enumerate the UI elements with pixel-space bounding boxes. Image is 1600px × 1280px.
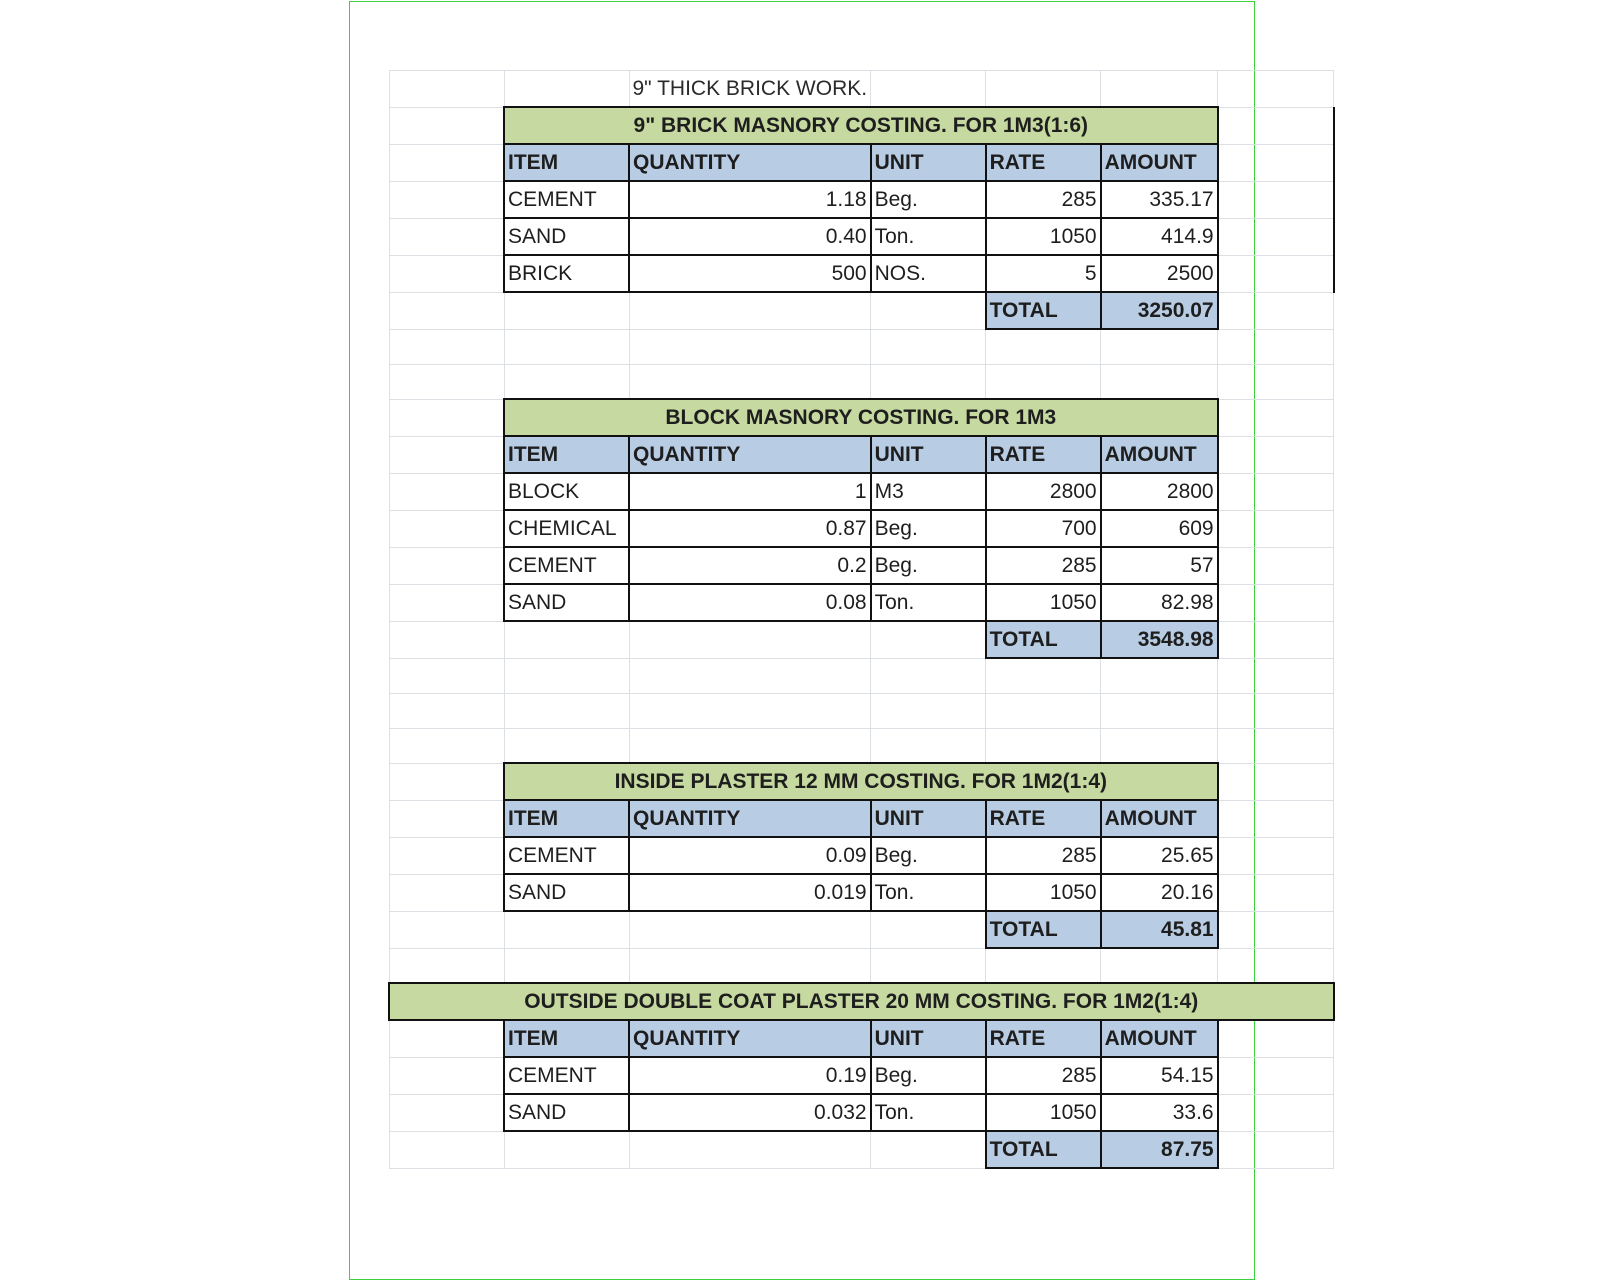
empty-cell[interactable] [504, 329, 629, 364]
empty-cell[interactable] [504, 911, 629, 948]
table-row [389, 874, 1334, 911]
header-rate[interactable]: RATE [986, 800, 1101, 837]
empty-row [389, 329, 1334, 364]
empty-cell[interactable] [871, 329, 986, 364]
empty-cell[interactable] [986, 693, 1101, 728]
header-rate[interactable]: RATE [986, 1020, 1101, 1057]
rate-cell[interactable]: 1050 [986, 584, 1101, 621]
empty-cell[interactable] [1218, 837, 1334, 874]
empty-cell[interactable] [629, 1131, 871, 1168]
table-row [389, 473, 1334, 510]
table-row [389, 1094, 1334, 1131]
empty-cell[interactable] [1218, 144, 1334, 181]
empty-cell[interactable] [986, 71, 1101, 108]
empty-cell[interactable] [389, 144, 504, 181]
empty-cell[interactable] [504, 621, 629, 658]
empty-cell[interactable] [629, 364, 871, 399]
unit-cell[interactable]: M3 [871, 473, 986, 510]
rate-cell[interactable]: 1050 [986, 218, 1101, 255]
empty-cell[interactable] [504, 71, 629, 108]
item-cell[interactable]: SAND [504, 874, 629, 911]
empty-cell[interactable] [389, 473, 504, 510]
unit-cell[interactable]: Ton. [871, 1094, 986, 1131]
total-label[interactable]: TOTAL [986, 621, 1101, 658]
empty-cell[interactable] [1218, 1131, 1334, 1168]
empty-cell[interactable] [1218, 1057, 1334, 1094]
empty-cell[interactable] [871, 948, 986, 983]
empty-cell[interactable] [1218, 473, 1334, 510]
empty-cell[interactable] [1218, 911, 1334, 948]
empty-cell[interactable] [1218, 107, 1334, 144]
header-unit[interactable]: UNIT [871, 800, 986, 837]
amount-cell[interactable]: 20.16 [1101, 874, 1218, 911]
empty-cell[interactable] [1218, 1020, 1334, 1057]
quantity-cell[interactable]: 0.2 [629, 547, 871, 584]
item-cell[interactable]: CEMENT [504, 181, 629, 218]
empty-cell[interactable] [629, 292, 871, 329]
empty-cell[interactable] [504, 292, 629, 329]
header-quantity[interactable]: QUANTITY [629, 1020, 871, 1057]
empty-cell[interactable] [629, 658, 871, 693]
empty-cell[interactable] [1218, 763, 1334, 800]
section-title-row [389, 983, 1334, 1020]
empty-cell[interactable] [871, 621, 986, 658]
section-title-row [389, 763, 1334, 800]
quantity-cell[interactable]: 0.19 [629, 1057, 871, 1094]
total-value[interactable]: 45.81 [1101, 911, 1218, 948]
empty-cell[interactable] [389, 436, 504, 473]
empty-cell[interactable] [629, 948, 871, 983]
empty-cell[interactable] [1218, 71, 1334, 108]
header-item[interactable]: ITEM [504, 144, 629, 181]
empty-cell[interactable] [871, 364, 986, 399]
unit-cell[interactable]: Beg. [871, 1057, 986, 1094]
quantity-cell[interactable]: 1.18 [629, 181, 871, 218]
item-cell[interactable]: SAND [504, 584, 629, 621]
rate-cell[interactable]: 285 [986, 1057, 1101, 1094]
total-label[interactable]: TOTAL [986, 1131, 1101, 1168]
empty-cell[interactable] [389, 693, 504, 728]
empty-cell[interactable] [504, 693, 629, 728]
item-cell[interactable]: CEMENT [504, 547, 629, 584]
empty-cell[interactable] [389, 763, 504, 800]
header-unit[interactable]: UNIT [871, 1020, 986, 1057]
quantity-cell[interactable]: 0.019 [629, 874, 871, 911]
rate-cell[interactable]: 700 [986, 510, 1101, 547]
empty-cell[interactable] [629, 911, 871, 948]
empty-cell[interactable] [389, 364, 504, 399]
empty-cell[interactable] [389, 584, 504, 621]
unit-cell[interactable]: Beg. [871, 547, 986, 584]
amount-cell[interactable]: 609 [1101, 510, 1218, 547]
empty-cell[interactable] [629, 329, 871, 364]
amount-cell[interactable]: 33.6 [1101, 1094, 1218, 1131]
empty-cell[interactable] [389, 71, 504, 108]
empty-cell[interactable] [1218, 584, 1334, 621]
header-quantity[interactable]: QUANTITY [629, 144, 871, 181]
header-row [389, 800, 1334, 837]
empty-cell[interactable] [1218, 547, 1334, 584]
empty-cell[interactable] [389, 218, 504, 255]
empty-cell[interactable] [986, 329, 1101, 364]
empty-cell[interactable] [389, 948, 504, 983]
header-amount[interactable]: AMOUNT [1101, 436, 1218, 473]
empty-cell[interactable] [986, 658, 1101, 693]
quantity-cell[interactable]: 0.40 [629, 218, 871, 255]
section-title[interactable]: 9" BRICK MASNORY COSTING. FOR 1M3(1:6) [504, 107, 1218, 144]
empty-cell[interactable] [1218, 800, 1334, 837]
empty-cell[interactable] [389, 800, 504, 837]
empty-row [389, 364, 1334, 399]
unit-cell[interactable]: Ton. [871, 874, 986, 911]
header-quantity[interactable]: QUANTITY [629, 800, 871, 837]
empty-cell[interactable] [1218, 948, 1334, 983]
item-cell[interactable]: SAND [504, 1094, 629, 1131]
unit-cell[interactable]: Ton. [871, 584, 986, 621]
header-quantity[interactable]: QUANTITY [629, 436, 871, 473]
empty-cell[interactable] [1218, 329, 1334, 364]
empty-cell[interactable] [1101, 658, 1218, 693]
quantity-cell[interactable]: 0.87 [629, 510, 871, 547]
header-item[interactable]: ITEM [504, 436, 629, 473]
empty-cell[interactable] [871, 658, 986, 693]
unit-cell[interactable]: Beg. [871, 510, 986, 547]
item-cell[interactable]: BRICK [504, 255, 629, 292]
rate-cell[interactable]: 285 [986, 547, 1101, 584]
empty-cell[interactable] [871, 1131, 986, 1168]
empty-cell[interactable] [1218, 510, 1334, 547]
empty-cell[interactable] [389, 107, 504, 144]
empty-cell[interactable] [389, 837, 504, 874]
header-unit[interactable]: UNIT [871, 436, 986, 473]
quantity-cell[interactable]: 500 [629, 255, 871, 292]
table-row [389, 837, 1334, 874]
item-cell[interactable]: SAND [504, 218, 629, 255]
section-title-row [389, 107, 1334, 144]
total-row [389, 292, 1334, 329]
empty-cell[interactable] [986, 948, 1101, 983]
empty-cell[interactable] [1101, 693, 1218, 728]
rate-cell[interactable]: 2800 [986, 473, 1101, 510]
empty-cell[interactable] [1218, 728, 1334, 763]
empty-cell[interactable] [389, 621, 504, 658]
empty-cell[interactable] [389, 547, 504, 584]
total-value[interactable]: 3250.07 [1101, 292, 1218, 329]
empty-cell[interactable] [1101, 728, 1218, 763]
total-row [389, 621, 1334, 658]
header-amount[interactable]: AMOUNT [1101, 800, 1218, 837]
empty-cell[interactable] [389, 292, 504, 329]
empty-cell[interactable] [871, 693, 986, 728]
table-row [389, 584, 1334, 621]
amount-cell[interactable]: 2800 [1101, 473, 1218, 510]
header-item[interactable]: ITEM [504, 800, 629, 837]
header-amount[interactable]: AMOUNT [1101, 144, 1218, 181]
amount-cell[interactable]: 54.15 [1101, 1057, 1218, 1094]
empty-cell[interactable] [1101, 71, 1218, 108]
empty-cell[interactable] [1218, 364, 1334, 399]
empty-cell[interactable] [389, 1094, 504, 1131]
empty-cell[interactable] [986, 728, 1101, 763]
empty-cell[interactable] [1218, 292, 1334, 329]
empty-cell[interactable] [389, 255, 504, 292]
total-row [389, 1131, 1334, 1168]
rate-cell[interactable]: 1050 [986, 1094, 1101, 1131]
empty-cell[interactable] [1218, 436, 1334, 473]
total-label[interactable]: TOTAL [986, 292, 1101, 329]
empty-cell[interactable] [389, 658, 504, 693]
total-value[interactable]: 87.75 [1101, 1131, 1218, 1168]
amount-cell[interactable]: 2500 [1101, 255, 1218, 292]
header-rate[interactable]: RATE [986, 144, 1101, 181]
total-label[interactable]: TOTAL [986, 911, 1101, 948]
empty-cell[interactable] [504, 1131, 629, 1168]
empty-cell[interactable] [389, 399, 504, 436]
table-row [389, 218, 1334, 255]
unit-cell[interactable]: NOS. [871, 255, 986, 292]
item-cell[interactable]: CEMENT [504, 1057, 629, 1094]
section-title[interactable]: INSIDE PLASTER 12 MM COSTING. FOR 1M2(1:4) [504, 763, 1218, 800]
empty-cell[interactable] [1218, 399, 1334, 436]
empty-cell[interactable] [504, 364, 629, 399]
section-title-row [389, 399, 1334, 436]
empty-cell[interactable] [1101, 364, 1218, 399]
table-row [389, 255, 1334, 292]
caption-row [389, 71, 1334, 108]
rate-cell[interactable]: 1050 [986, 874, 1101, 911]
empty-cell[interactable] [871, 71, 986, 108]
quantity-cell[interactable]: 0.032 [629, 1094, 871, 1131]
empty-cell[interactable] [871, 911, 986, 948]
empty-cell[interactable] [629, 728, 871, 763]
empty-cell[interactable] [629, 693, 871, 728]
section-title[interactable]: OUTSIDE DOUBLE COAT PLASTER 20 MM COSTING. FOR 1M2(1:4) [389, 983, 1334, 1020]
quantity-cell[interactable]: 1 [629, 473, 871, 510]
rate-cell[interactable]: 285 [986, 181, 1101, 218]
table-row [389, 181, 1334, 218]
empty-row [389, 728, 1334, 763]
sheet-caption[interactable]: 9" THICK BRICK WORK. [629, 71, 871, 108]
unit-cell[interactable]: Beg. [871, 837, 986, 874]
unit-cell[interactable]: Ton. [871, 218, 986, 255]
header-amount[interactable]: AMOUNT [1101, 1020, 1218, 1057]
empty-cell[interactable] [1218, 1094, 1334, 1131]
empty-cell[interactable] [1218, 658, 1334, 693]
empty-cell[interactable] [389, 911, 504, 948]
empty-cell[interactable] [504, 948, 629, 983]
amount-cell[interactable]: 414.9 [1101, 218, 1218, 255]
empty-cell[interactable] [504, 658, 629, 693]
section-title[interactable]: BLOCK MASNORY COSTING. FOR 1M3 [504, 399, 1218, 436]
header-row [389, 436, 1334, 473]
empty-cell[interactable] [1101, 329, 1218, 364]
header-rate[interactable]: RATE [986, 436, 1101, 473]
header-row [389, 1020, 1334, 1057]
total-value[interactable]: 3548.98 [1101, 621, 1218, 658]
empty-cell[interactable] [1218, 621, 1334, 658]
empty-cell[interactable] [871, 728, 986, 763]
header-row [389, 144, 1334, 181]
empty-cell[interactable] [986, 364, 1101, 399]
empty-row [389, 948, 1334, 983]
empty-cell[interactable] [1218, 181, 1334, 218]
empty-cell[interactable] [389, 728, 504, 763]
empty-cell[interactable] [1101, 948, 1218, 983]
empty-cell[interactable] [389, 1020, 504, 1057]
empty-cell[interactable] [629, 621, 871, 658]
spreadsheet [388, 70, 1335, 1169]
amount-cell[interactable]: 25.65 [1101, 837, 1218, 874]
table-row [389, 1057, 1334, 1094]
quantity-cell[interactable]: 0.08 [629, 584, 871, 621]
header-unit[interactable]: UNIT [871, 144, 986, 181]
amount-cell[interactable]: 82.98 [1101, 584, 1218, 621]
empty-cell[interactable] [389, 510, 504, 547]
empty-cell[interactable] [389, 329, 504, 364]
empty-cell[interactable] [504, 728, 629, 763]
quantity-cell[interactable]: 0.09 [629, 837, 871, 874]
empty-row [389, 658, 1334, 693]
empty-cell[interactable] [389, 1057, 504, 1094]
empty-cell[interactable] [871, 292, 986, 329]
empty-cell[interactable] [389, 874, 504, 911]
rate-cell[interactable]: 285 [986, 837, 1101, 874]
table-row [389, 510, 1334, 547]
item-cell[interactable]: CEMENT [504, 837, 629, 874]
empty-cell[interactable] [1218, 218, 1334, 255]
empty-cell[interactable] [1218, 693, 1334, 728]
header-item[interactable]: ITEM [504, 1020, 629, 1057]
rate-cell[interactable]: 5 [986, 255, 1101, 292]
table-row [389, 547, 1334, 584]
empty-cell[interactable] [389, 1131, 504, 1168]
item-cell[interactable]: BLOCK [504, 473, 629, 510]
total-row [389, 911, 1334, 948]
amount-cell[interactable]: 57 [1101, 547, 1218, 584]
item-cell[interactable]: CHEMICAL [504, 510, 629, 547]
unit-cell[interactable]: Beg. [871, 181, 986, 218]
empty-cell[interactable] [1218, 255, 1334, 292]
empty-row [389, 693, 1334, 728]
empty-cell[interactable] [1218, 874, 1334, 911]
amount-cell[interactable]: 335.17 [1101, 181, 1218, 218]
empty-cell[interactable] [389, 181, 504, 218]
